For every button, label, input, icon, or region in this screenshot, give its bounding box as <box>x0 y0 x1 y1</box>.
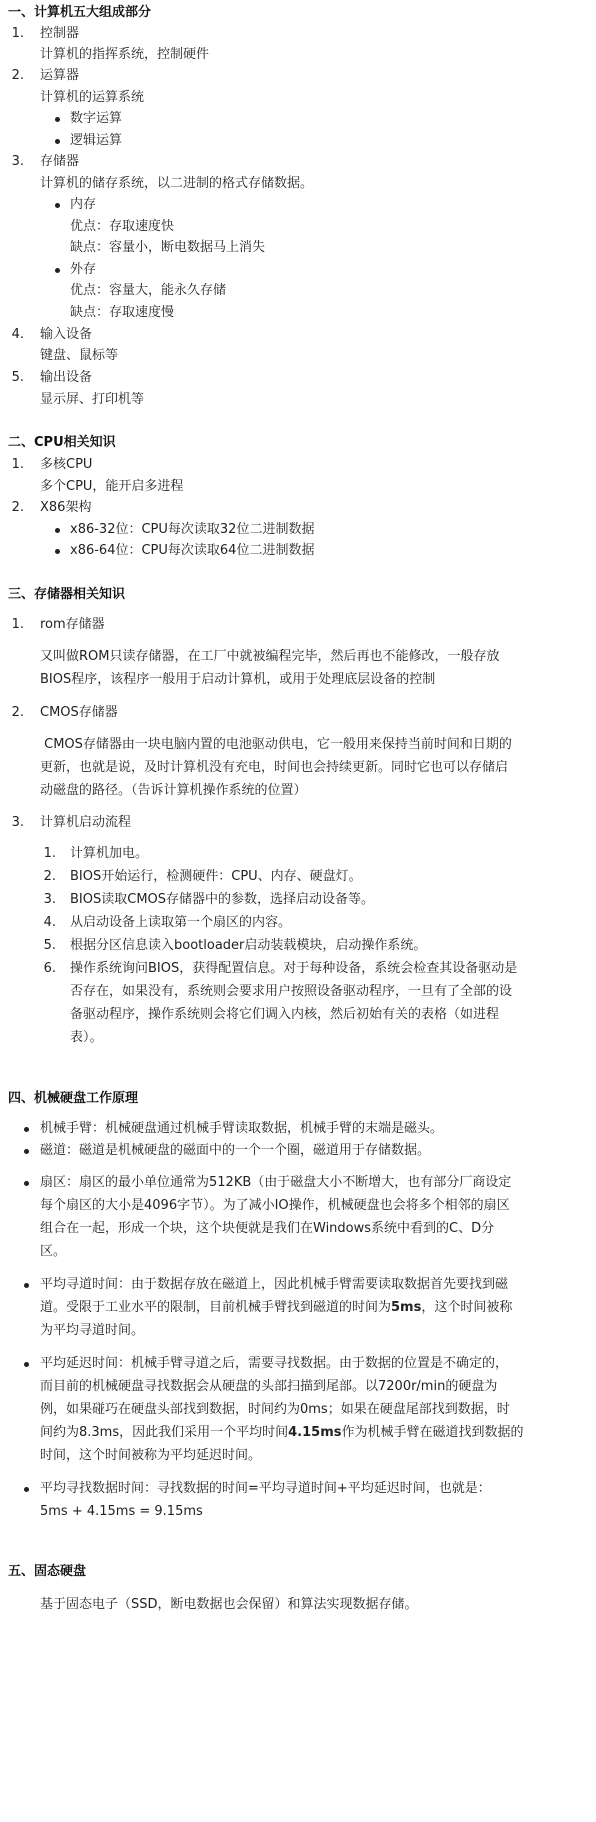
list-number: 1. <box>11 26 24 41</box>
bullet-icon <box>55 268 60 273</box>
bullet-icon <box>55 203 60 208</box>
list-item-title: 控制器 <box>40 26 80 41</box>
step-text: 操作系统询问BIOS，获得配置信息。对于每种设备，系统会检查其设备驱动是 <box>70 961 518 976</box>
step-number: 1. <box>43 846 56 861</box>
paragraph-line: BIOS程序，该程序一般用于启动计算机，或用于处理底层设备的控制 <box>40 672 436 687</box>
section-1-heading: 一、计算机五大组成部分 <box>8 5 152 20</box>
step-text: BIOS读取CMOS存储器中的参数，选择启动设备等。 <box>70 892 375 907</box>
paragraph-line: CMOS存储器由一块电脑内置的电池驱动供电，它一般用来保持当前时间和日期的 <box>40 737 512 752</box>
list-number: 2. <box>11 500 24 515</box>
step-number: 5. <box>43 938 56 953</box>
bullet-icon <box>55 549 60 554</box>
paragraph-line: 平均延迟时间：机械手臂寻道之后，需要寻找数据。由于数据的位置是不确定的， <box>40 1356 509 1371</box>
bullet-text: x86-32位：CPU每次读取32位二进制数据 <box>70 522 315 537</box>
step-number: 2. <box>43 869 56 884</box>
paragraph-line: 平均寻道时间：由于数据存放在磁道上，因此机械手臂需要读取数据首先要找到磁 <box>40 1277 509 1292</box>
step-text: 根据分区信息读入bootloader启动装载模块，启动操作系统。 <box>70 938 427 953</box>
list-item-title: 运算器 <box>40 68 80 83</box>
paragraph-line: 而目前的机械硬盘寻找数据会从硬盘的头部扫描到尾部。以7200r/min的硬盘为 <box>40 1379 498 1394</box>
memory-con: 缺点：容量小，断电数据马上消失 <box>70 240 266 255</box>
step-text: 否存在，如果没有，系统则会要求用户按照设备驱动程序，一旦有了全部的设 <box>70 984 513 999</box>
list-item-title: rom存储器 <box>40 617 105 632</box>
paragraph-line: 每个扇区的大小是4096字节）。为了减小IO操作，机械硬盘也会将多个相邻的扇区 <box>40 1198 510 1213</box>
list-item-desc: 键盘、鼠标等 <box>40 348 119 363</box>
paragraph-line: 区。 <box>40 1244 67 1259</box>
paragraph-line: 例，如果碰巧在硬盘头部找到数据，时间约为0ms；如果在硬盘尾部找到数据，时 <box>40 1402 510 1417</box>
list-number: 2. <box>11 68 24 83</box>
list-item-title: 多核CPU <box>40 457 93 472</box>
step-text: 从启动设备上读取第一个扇区的内容。 <box>70 915 292 930</box>
paragraph-line: 平均寻找数据时间：寻找数据的时间=平均寻道时间+平均延迟时间，也就是： <box>40 1481 491 1496</box>
step-text: 备驱动程序，操作系统则会将它们调入内核，然后初始有关的表格（如进程 <box>70 1007 500 1022</box>
highlight-value: 5ms <box>391 1300 422 1315</box>
list-item-desc: 计算机的运算系统 <box>40 90 145 105</box>
paragraph-line: 5ms + 4.15ms = 9.15ms <box>40 1504 203 1519</box>
list-item-desc: 多个CPU，能开启多进程 <box>40 479 184 494</box>
bullet-icon <box>24 1362 29 1367</box>
text-span: 作为机械手臂在磁道找到数据的 <box>341 1425 524 1440</box>
list-item-title: X86架构 <box>40 500 92 515</box>
list-item-title: 输出设备 <box>40 370 93 385</box>
section-3-heading: 三、存储器相关知识 <box>8 587 126 602</box>
section-2-heading: 二、CPU相关知识 <box>8 435 116 450</box>
list-item-title: 计算机启动流程 <box>40 815 132 830</box>
paragraph-line <box>40 1422 524 1444</box>
bullet-text: 逻辑运算 <box>70 133 123 148</box>
list-number: 1. <box>11 617 24 632</box>
paragraph-line: 时间，这个时间被称为平均延迟时间。 <box>40 1448 262 1463</box>
list-item-title: 存储器 <box>40 154 80 169</box>
list-number: 3. <box>11 815 24 830</box>
bullet-icon <box>55 117 60 122</box>
paragraph-line: 为平均寻道时间。 <box>40 1323 145 1338</box>
list-number: 1. <box>11 457 24 472</box>
memory-type: 外存 <box>70 262 97 277</box>
bullet-icon <box>24 1127 29 1132</box>
bullet-text: 机械手臂：机械硬盘通过机械手臂读取数据，机械手臂的末端是磁头。 <box>40 1121 444 1136</box>
step-number: 3. <box>43 892 56 907</box>
list-item-desc: 计算机的储存系统，以二进制的格式存储数据。 <box>40 176 314 191</box>
paragraph-line: 基于固态电子（SSD，断电数据也会保留）和算法实现数据存储。 <box>40 1597 418 1612</box>
highlight-value: 4.15ms <box>288 1425 342 1440</box>
memory-pro: 优点：容量大，能永久存储 <box>70 283 227 298</box>
list-number: 4. <box>11 327 24 342</box>
memory-type: 内存 <box>70 197 97 212</box>
paragraph-line: 组合在一起，形成一个块，这个块便就是我们在Windows系统中看到的C、D分 <box>40 1221 495 1236</box>
list-item-title: CMOS存储器 <box>40 705 118 720</box>
bullet-text: 磁道：磁道是机械硬盘的磁面中的一个一个圈，磁道用于存储数据。 <box>40 1143 431 1158</box>
bullet-icon <box>24 1181 29 1186</box>
step-text: 计算机加电。 <box>70 846 149 861</box>
bullet-text: 数字运算 <box>70 111 123 126</box>
list-number: 2. <box>11 705 24 720</box>
step-number: 6. <box>43 961 56 976</box>
bullet-text: x86-64位：CPU每次读取64位二进制数据 <box>70 543 315 558</box>
section-5-heading: 五、固态硬盘 <box>8 1564 87 1579</box>
bullet-icon <box>55 139 60 144</box>
list-number: 3. <box>11 154 24 169</box>
list-item-desc: 显示屏、打印机等 <box>40 392 145 407</box>
paragraph-line: 更新，也就是说，及时计算机没有充电，时间也会持续更新。同时它也可以存储启 <box>40 760 509 775</box>
text-span: ，这个时间被称 <box>421 1300 513 1315</box>
list-number: 5. <box>11 370 24 385</box>
list-item-desc: 计算机的指挥系统，控制硬件 <box>40 47 210 62</box>
bullet-icon <box>55 528 60 533</box>
list-item-title: 输入设备 <box>40 327 93 342</box>
paragraph-line <box>40 1297 512 1319</box>
text-span: 间约为8.3ms，因此我们采用一个平均时间 <box>40 1425 289 1440</box>
section-4-heading: 四、机械硬盘工作原理 <box>8 1091 139 1106</box>
paragraph-line: 又叫做ROM只读存储器，在工厂中就被编程完毕，然后再也不能修改，一般存放 <box>40 649 500 664</box>
paragraph-line: 扇区：扇区的最小单位通常为512KB（由于磁盘大小不断增大，也有部分厂商设定 <box>40 1175 512 1190</box>
bullet-icon <box>24 1149 29 1154</box>
step-number: 4. <box>43 915 56 930</box>
step-text: 表）。 <box>70 1030 103 1045</box>
memory-pro: 优点：存取速度快 <box>70 219 175 234</box>
paragraph-line: 动磁盘的路径。（告诉计算机操作系统的位置） <box>40 783 307 798</box>
bullet-icon <box>24 1487 29 1492</box>
memory-con: 缺点：存取速度慢 <box>70 305 175 320</box>
text-span: 道。受限于工业水平的限制，目前机械手臂找到磁道的时间为 <box>40 1300 392 1315</box>
bullet-icon <box>24 1283 29 1288</box>
step-text: BIOS开始运行，检测硬件：CPU、内存、硬盘灯。 <box>70 869 362 884</box>
